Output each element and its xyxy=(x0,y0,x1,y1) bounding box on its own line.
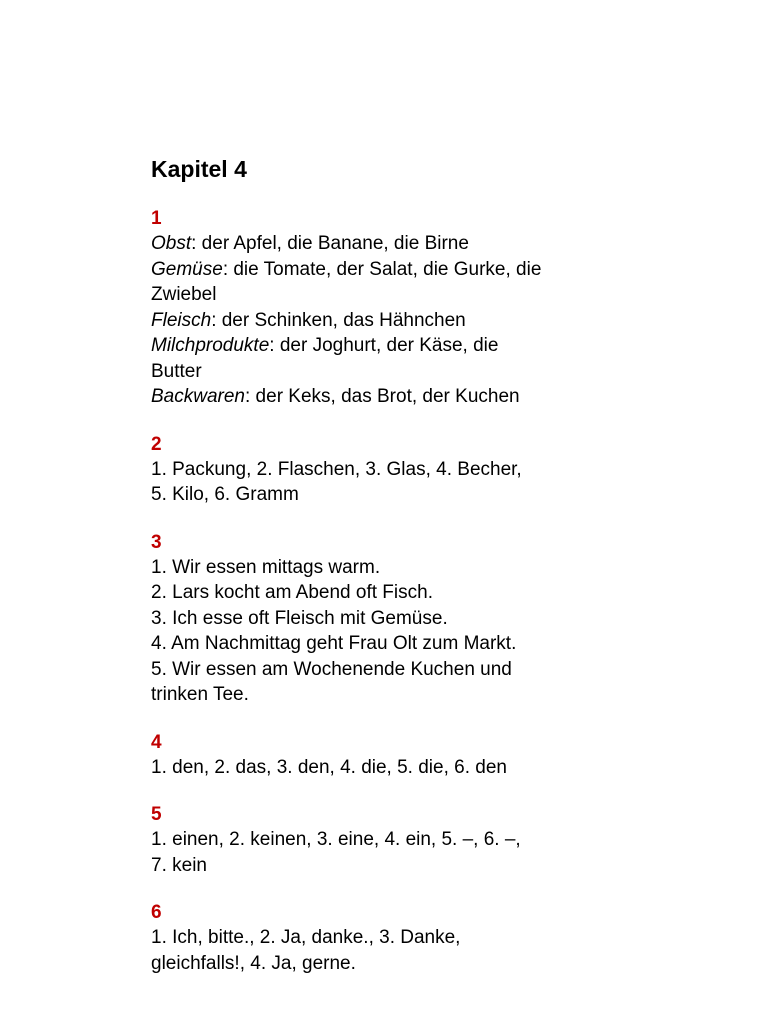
answer-text: 1. Ich, bitte., 2. Ja, danke., 3. Danke, xyxy=(151,927,461,948)
exercise-section-2 xyxy=(151,433,631,508)
exercise-section-3 xyxy=(151,531,631,708)
exercise-number: 6 xyxy=(151,902,162,923)
answer-text: Zwiebel xyxy=(151,284,217,305)
answer-text: 3. Ich esse oft Fleisch mit Gemüse. xyxy=(151,607,448,629)
category-term: Backwaren xyxy=(151,386,245,407)
answer-line xyxy=(151,657,631,683)
answer-line xyxy=(151,606,631,632)
answer-line xyxy=(151,827,631,853)
answer-text: 1. einen, 2. keinen, 3. eine, 4. ein, 5. –, 6. –, xyxy=(151,829,521,850)
answer-line xyxy=(151,925,631,951)
answer-text: 2. Lars kocht am Abend oft Fisch. xyxy=(151,582,433,603)
answer-text: 1. den, 2. das, 3. den, 4. die, 5. die, 6. den xyxy=(151,756,507,778)
answer-line xyxy=(151,853,631,879)
sections-container xyxy=(151,207,631,976)
answer-line xyxy=(151,951,631,977)
answer-key-page xyxy=(151,155,631,999)
exercise-number: 5 xyxy=(151,804,162,825)
answer-line xyxy=(151,333,631,359)
answer-text: : der Apfel, die Banane, die Birne xyxy=(191,233,469,254)
answer-text: : der Keks, das Brot, der Kuchen xyxy=(245,386,520,407)
exercise-section-1 xyxy=(151,207,631,410)
answer-line xyxy=(151,308,631,334)
exercise-section-5 xyxy=(151,803,631,878)
answer-text: Butter xyxy=(151,360,202,382)
answer-line xyxy=(151,631,631,657)
answer-text: 4. Am Nachmittag geht Frau Olt zum Markt. xyxy=(151,633,517,654)
answer-line xyxy=(151,482,631,508)
exercise-number: 3 xyxy=(151,531,162,553)
answer-text: trinken Tee. xyxy=(151,684,249,705)
answer-line xyxy=(151,359,631,385)
exercise-section-6 xyxy=(151,901,631,976)
answer-line xyxy=(151,755,631,781)
exercise-number: 4 xyxy=(151,731,162,753)
answer-text: 7. kein xyxy=(151,854,207,876)
answer-text: : der Joghurt, der Käse, die xyxy=(269,335,499,356)
answer-text: gleichfalls!, 4. Ja, gerne. xyxy=(151,952,356,974)
answer-line xyxy=(151,384,631,410)
answer-line xyxy=(151,231,631,257)
answer-line xyxy=(151,555,631,581)
exercise-number: 1 xyxy=(151,208,162,229)
answer-text: : die Tomate, der Salat, die Gurke, die xyxy=(222,258,542,280)
answer-line xyxy=(151,682,631,708)
answer-line xyxy=(151,282,631,308)
category-term: Milchprodukte xyxy=(151,335,270,356)
category-term: Gemüse xyxy=(151,258,223,280)
category-term: Fleisch xyxy=(151,309,212,331)
category-term: Obst xyxy=(151,233,192,254)
answer-text: 5. Kilo, 6. Gramm xyxy=(151,484,299,505)
answer-line xyxy=(151,257,631,283)
chapter-title: Kapitel 4 xyxy=(151,156,247,182)
answer-text: 5. Wir essen am Wochenende Kuchen und xyxy=(151,658,512,680)
answer-text: 1. Packung, 2. Flaschen, 3. Glas, 4. Becher, xyxy=(151,458,522,480)
answer-text: 1. Wir essen mittags warm. xyxy=(151,556,381,578)
exercise-section-4 xyxy=(151,731,631,781)
answer-line xyxy=(151,457,631,483)
answer-text: : der Schinken, das Hähnchen xyxy=(211,309,466,331)
exercise-number: 2 xyxy=(151,433,162,455)
answer-line xyxy=(151,580,631,606)
